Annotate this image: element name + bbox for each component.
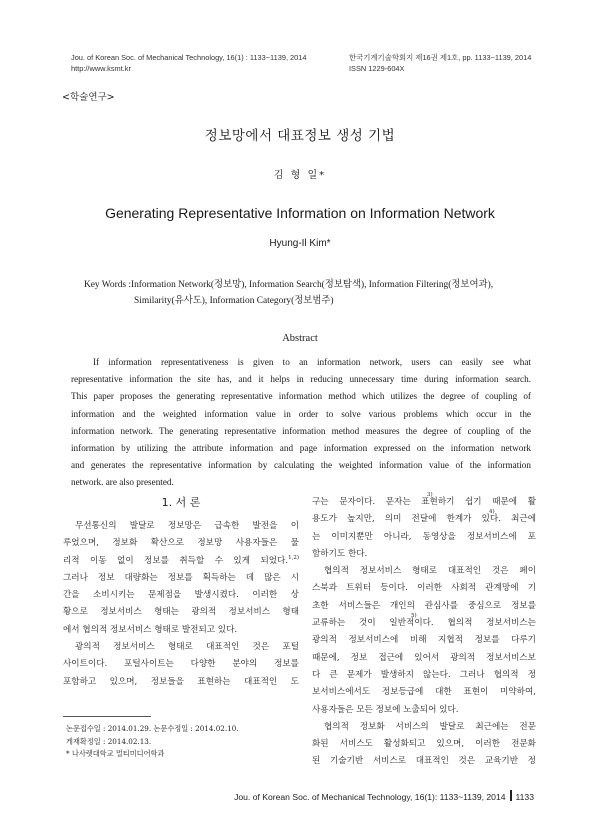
body-line: 함하기도 한다. <box>312 548 368 559</box>
issn: ISSN 1229-604X <box>349 64 405 73</box>
footnote-date-accepted: 게재확정일 : 2014.02.13. <box>66 736 152 746</box>
footer-journal: Jou. of Korean Soc. of Mechanical Technology, 16(1): 1133~1139, 2014 <box>234 792 506 802</box>
body-line: 루었으며, 정보화 확산으로 정보망 사용자들은 물 <box>63 538 299 549</box>
journal-citation-en: Jou. of Korean Soc. of Mechanical Technology, 16(1) : 1133~1139, 2014 <box>71 53 307 62</box>
body-line: 광의적 정보서비스에 비해 지협적 정보를 다루기 <box>312 635 536 646</box>
citation-superscript: 4) <box>489 509 495 515</box>
keywords-line-2: Similarity(유사도), Information Category(정보범주) <box>134 296 334 306</box>
category-tag: <학술연구> <box>62 92 115 103</box>
body-line: 때문에, 정보 접근에 있어서 광의적 정보서비스보 <box>312 652 536 663</box>
running-header-left <box>71 52 307 74</box>
keywords-block <box>84 277 524 309</box>
body-line: 협의적 정보화 서비스의 발달로 최근에는 전문 <box>324 721 536 732</box>
abstract-line: This paper proposes the generating representative information method which utilizes the degree of coupling of <box>71 391 531 402</box>
footnote-affiliation: * 나사렛대학교 멀티미디어학과 <box>66 749 165 758</box>
author-korean: 김 형 일* <box>273 170 327 181</box>
abstract-line: information network. The generating representative information method measures the degree of coupling of the <box>71 425 531 436</box>
title-korean: 정보망에서 대표정보 생성 기법 <box>204 128 396 144</box>
body-line-text: 구는 문자이다. 문자는 표현하기 쉽기 때문에 활 <box>312 497 536 507</box>
citation-superscript: 3) <box>427 492 433 498</box>
citation-superscript-5 <box>411 611 417 628</box>
body-line: 간을 소비시키는 문제점을 발생시켰다. 이러한 상 <box>63 590 299 601</box>
title-english: Generating Representative Information on Information Network <box>105 205 495 221</box>
body-line: 된 기술기반 서비스로 대표적인 것은 교육기반 정 <box>312 756 536 767</box>
body-line: 포함하고 있으며, 정보들을 표현하는 대표적인 도 <box>63 676 299 687</box>
abstract-body <box>71 354 531 492</box>
citation-superscript: 5) <box>411 613 417 619</box>
footer-separator <box>510 790 512 801</box>
abstract-line: and generates the representative information by calculating the weighted information value of the information <box>71 460 531 471</box>
citation-superscript-4 <box>489 507 495 524</box>
body-line: 사이트이다. 포털사이트는 다양한 분야의 정보를 <box>63 659 299 670</box>
body-line: 무선통신의 발달로 정보망은 급속한 발전을 이 <box>75 521 299 531</box>
citation-superscript-3 <box>427 490 433 507</box>
footnote-dates-received: 논문접수일 : 2014.01.29. 논문수정일 : 2014.02.10. <box>66 724 239 733</box>
abstract-heading: Abstract <box>282 333 318 344</box>
body-line: 광의적 정보서비스 형태로 대표적인 것은 포털 <box>75 642 299 653</box>
body-line: 에서 협의적 정보서비스 형태로 발전되고 있다. <box>63 624 238 635</box>
keywords-label: Key Words : <box>84 280 131 290</box>
abstract-line: information by utilizing the attribute information and page information expressed on the information network <box>71 443 531 454</box>
abstract-line: If information representativeness is given to an information network, users can easily see what <box>93 357 531 367</box>
abstract-line: network. are also presented. <box>71 477 174 488</box>
body-line: 용도가 높지만, 의미 전달에 한계가 있다. 최근에 <box>312 514 536 525</box>
journal-url[interactable]: http://www.ksmt.kr <box>71 64 131 73</box>
body-line: 황으로 정보서비스 형태는 광의적 정보서비스 형태 <box>63 607 299 618</box>
footnotes <box>66 723 239 761</box>
abstract-line: representative information the site has, and it helps in reducing unnecessary time during information search. <box>71 374 531 385</box>
body-line: 그러나 정보 대량화는 정보를 획득하는 데 많은 시 <box>63 572 299 583</box>
keywords-line-1: Information Network(정보망), Information Search(정보탐색), Information Filtering(정보여과), <box>131 280 494 290</box>
body-line: 화된 서비스도 활성화되고 있으며, 이러한 전문화 <box>312 739 536 750</box>
body-column-right <box>312 494 536 771</box>
citation-superscript: 1,2) <box>288 554 299 561</box>
body-line: 는 이미지뿐만 아니라, 동영상을 정보서비스에 포 <box>312 531 536 542</box>
body-line: 사용자들은 모든 정보에 노출되어 있다. <box>312 704 459 715</box>
body-line: 다 큰 문제가 발생하지 않는다. 그러나 협의적 정 <box>312 669 536 680</box>
body-line: 교류하는 것이 일반적이다. 협의적 정보서비스는 <box>312 618 536 629</box>
body-column-left <box>63 518 299 691</box>
author-english: Hyung-Il Kim* <box>269 238 331 249</box>
body-line: 스북과 트위터 등이다. 이러한 사회적 관계망에 기 <box>312 583 536 594</box>
section-heading-introduction: 1. 서 론 <box>161 496 201 509</box>
page-footer <box>234 790 534 802</box>
page-number: 1133 <box>515 792 534 802</box>
body-line <box>63 553 299 570</box>
body-line: 초한 서비스들은 개인의 관심사를 중심으로 정보를 <box>312 600 536 611</box>
journal-citation-ko: 한국기계기술학회지 제16권 제1호, pp. 1133~1139, 2014 <box>349 53 532 62</box>
body-line <box>312 494 536 511</box>
running-header-right <box>349 52 531 74</box>
body-line: 보서비스에서도 정보등급에 대한 표현이 미약하여, <box>312 687 536 698</box>
footnote-divider <box>63 716 151 717</box>
body-line-text: 리적 이동 없이 정보를 취득할 수 있게 되었다. <box>63 555 289 566</box>
abstract-line: information and the weighted information value in order to solve various problems which occur in the <box>71 408 531 419</box>
body-line: 협의적 정보서비스 형태로 대표적인 것은 페이 <box>324 566 536 577</box>
